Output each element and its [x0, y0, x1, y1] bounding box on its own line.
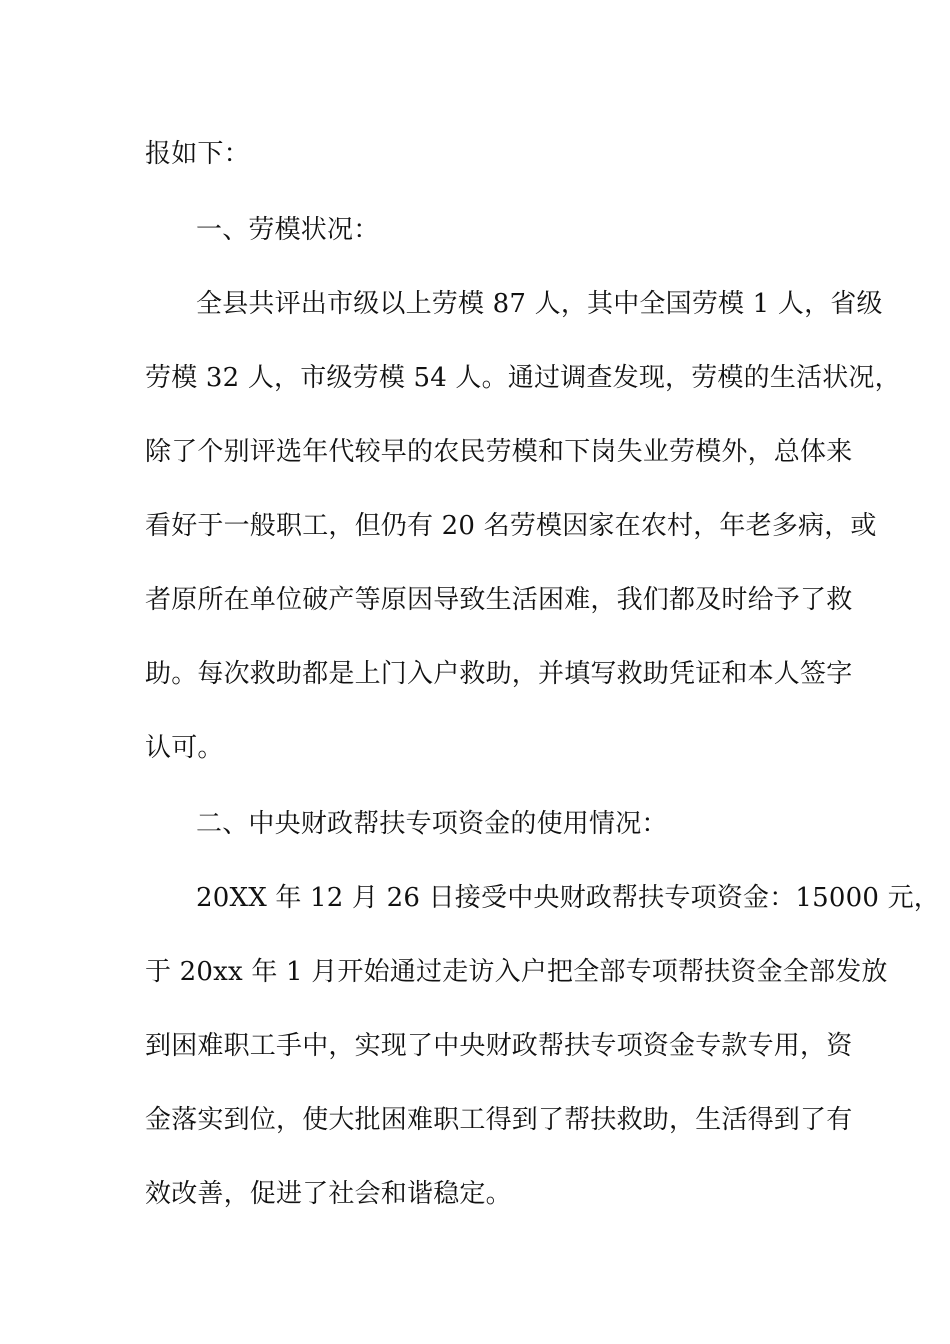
paragraph-line: 于 20xx 年 1 月开始通过走访入户把全部专项帮扶资金全部发放	[145, 957, 888, 987]
section-heading: 二、中央财政帮扶专项资金的使用情况：	[196, 809, 668, 839]
paragraph-line: 到困难职工手中，实现了中央财政帮扶专项资金专款专用，资	[145, 1031, 853, 1061]
paragraph-line: 劳模 32 人，市级劳模 54 人。通过调查发现，劳模的生活状况，	[145, 363, 901, 393]
paragraph-line: 除了个别评选年代较早的农民劳模和下岗失业劳模外，总体来	[145, 437, 853, 467]
paragraph-line: 全县共评出市级以上劳模 87 人，其中全国劳模 1 人，省级	[196, 289, 883, 319]
paragraph-line: 者原所在单位破产等原因导致生活困难，我们都及时给予了救	[145, 585, 853, 615]
paragraph-line: 认可。	[145, 733, 224, 763]
section-heading: 一、劳模状况：	[196, 215, 380, 245]
paragraph-line: 20XX 年 12 月 26 日接受中央财政帮扶专项资金：15000 元，	[196, 883, 940, 913]
paragraph-line: 看好于一般职工，但仍有 20 名劳模因家在农村，年老多病，或	[145, 511, 877, 541]
paragraph-line: 助。每次救助都是上门入户救助，并填写救助凭证和本人签字	[145, 659, 853, 689]
paragraph-line: 效改善，促进了社会和谐稳定。	[145, 1179, 512, 1209]
paragraph-line: 金落实到位，使大批困难职工得到了帮扶救助，生活得到了有	[145, 1105, 853, 1135]
paragraph-line: 报如下：	[145, 139, 250, 169]
